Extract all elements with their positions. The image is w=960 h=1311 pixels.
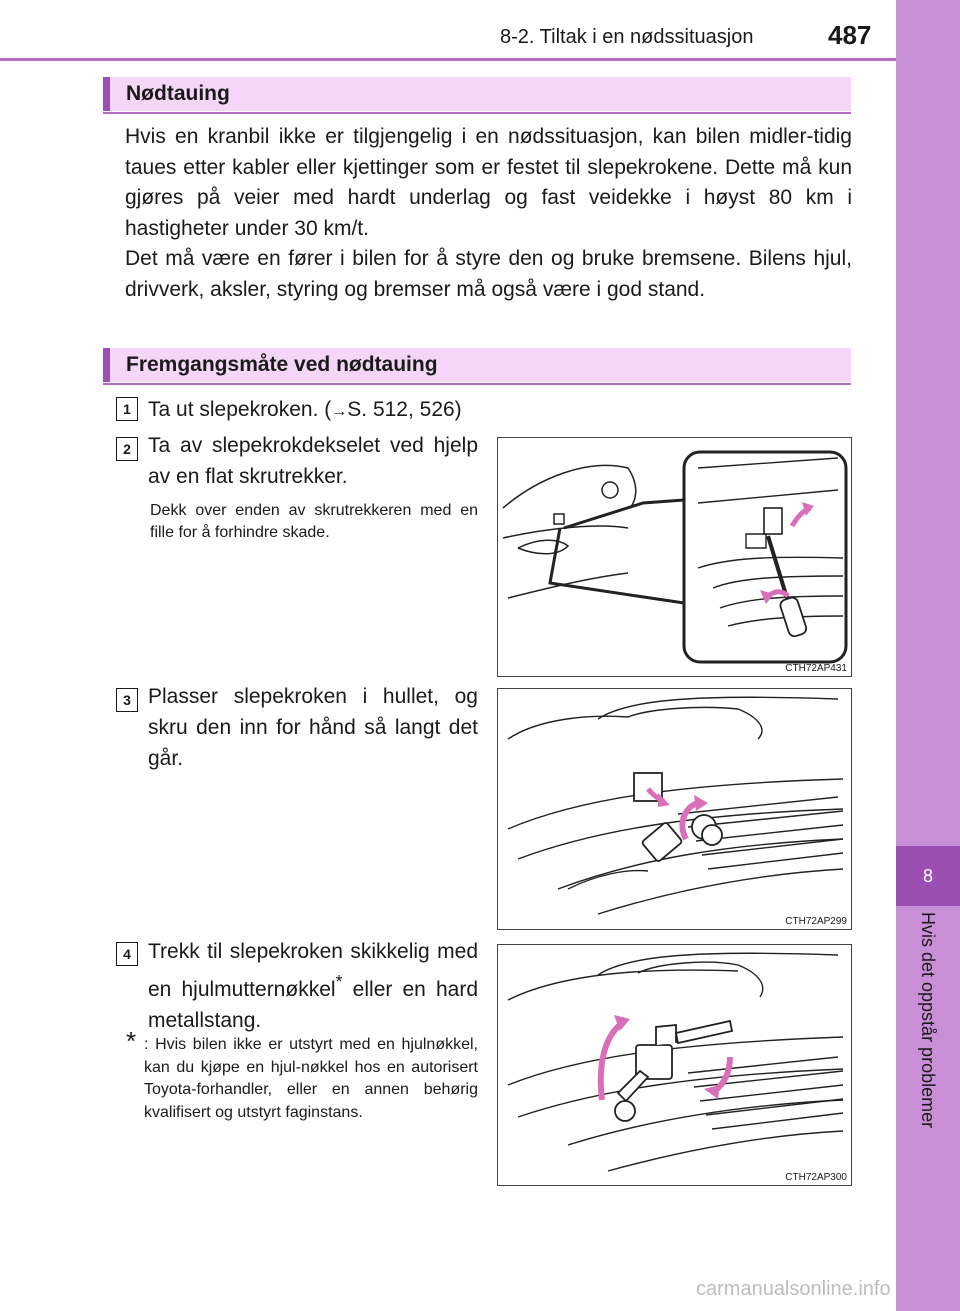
- chapter-number: 8: [896, 846, 960, 906]
- figure-code: CTH72AP431: [785, 663, 847, 674]
- figure-remove-cover: [497, 437, 852, 677]
- figure-code: CTH72AP300: [785, 1172, 847, 1183]
- intro-paragraph: Hvis en kranbil ikke er tilgjengelig i en nødssituasjon, kan bilen midler-tidig taues etter kabler eller kjettinger som er festet til slepekrokene. Dette må kun gjøres på veier med hardt underlag og fast veidekke i høyst 80 km i hastigheter under 30 km/t.: [125, 125, 852, 240]
- chapter-title: Hvis det oppstår problemer: [918, 912, 938, 1129]
- step-note: Dekk over enden av skrutrekkeren med en fille for å forhindre skade.: [150, 502, 478, 541]
- footnote-text: : Hvis bilen ikke er utstyrt med en hjulnøkkel, kan du kjøpe en hjul-nøkkel hos en autorisert Toyota-forhandler, eller en annen behørig kvalifisert og utstyrt faginstans.: [144, 1036, 478, 1121]
- step-number: 1: [116, 397, 138, 421]
- section-bar-fremgangsmate: [103, 348, 851, 382]
- figure-insert-hook: [497, 688, 852, 930]
- figure-code: CTH72AP299: [785, 916, 847, 927]
- section-bar-nodtauing: [103, 77, 851, 111]
- page-header: [0, 0, 896, 60]
- watermark: carmanualsonline.info: [696, 1278, 891, 1300]
- remove-cover-illustration: [498, 438, 851, 676]
- footnote: [126, 1026, 478, 1124]
- page-ref-arrow-icon: →: [331, 403, 348, 420]
- step-number: 4: [116, 942, 138, 966]
- footnote-marker: *: [335, 972, 343, 992]
- footnote-star: *: [126, 1026, 137, 1056]
- insert-hook-illustration: [498, 689, 851, 929]
- section-heading: Fremgangsmåte ved nødtauing: [126, 353, 438, 376]
- step-text: [148, 394, 568, 427]
- step-text-part: eller en hard metallstang.: [148, 978, 479, 1032]
- section-title: 8-2. Tiltak i en nødssituasjon: [500, 26, 754, 48]
- step-text: Plasser slepekroken i hullet, og skru den inn for hånd så langt det går.: [148, 685, 478, 770]
- intro-paragraph: Det må være en fører i bilen for å styre den og bruke bremsene. Bilens hjul, drivverk, aksler, styring og bremser må også være i god stand.: [125, 247, 852, 301]
- step-number: 3: [116, 688, 138, 712]
- step-text-part: Trekk til slepekroken skikkelig med en hjulmutternøkkel: [148, 940, 478, 1001]
- header-rule: [0, 58, 896, 61]
- tighten-hook-illustration: [498, 945, 851, 1185]
- step-text-part: S. 512, 526): [347, 398, 462, 421]
- page-number: 487: [828, 20, 872, 50]
- step-text: [148, 936, 478, 1036]
- section-underline: [103, 112, 851, 114]
- section-underline: [103, 383, 851, 385]
- step-text: Ta av slepekrokdekselet ved hjelp av en flat skrutrekker.: [148, 434, 478, 488]
- intro-text: [125, 122, 852, 305]
- step-text-part: Ta ut slepekroken. (: [148, 398, 332, 421]
- figure-tighten-hook: [497, 944, 852, 1186]
- step-number: 2: [116, 437, 138, 461]
- section-heading: Nødtauing: [126, 82, 230, 105]
